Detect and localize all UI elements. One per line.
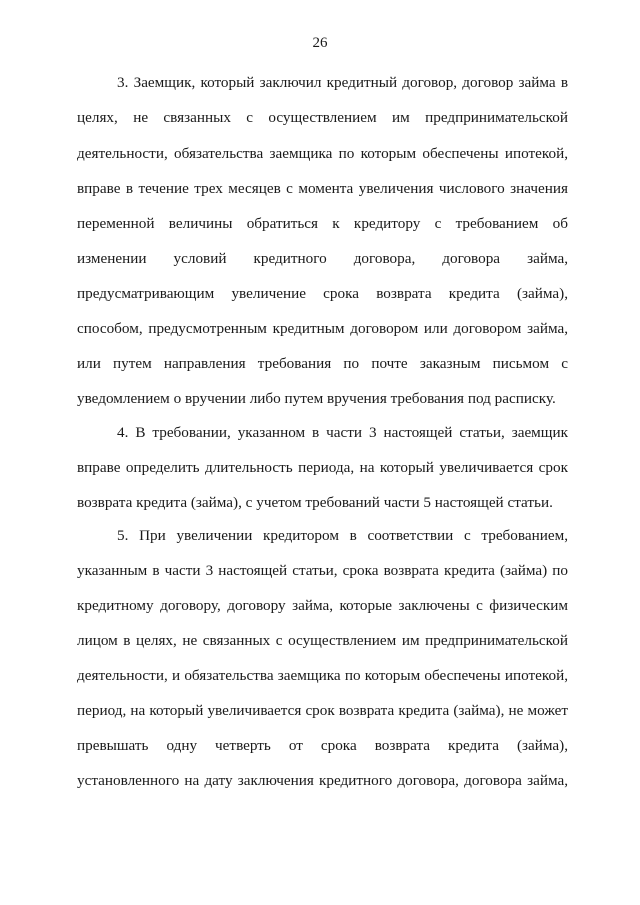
paragraph-3-line-8: способом, предусмотренным кредитным договором или договором займа, — [77, 320, 568, 337]
page-number: 26 — [312, 35, 328, 51]
paragraph-5-line-5: деятельности, и обязательства заемщика по которым обеспечены ипотекой, — [77, 667, 568, 684]
paragraph-3-line-6: изменении условий кредитного договора, договора займа, — [77, 250, 568, 267]
paragraph-3-line-1: 3. Заемщик, который заключил кредитный договор, договор займа в — [117, 74, 568, 91]
paragraph-3-line-5: переменной величины обратиться к кредитору с требованием об — [77, 215, 568, 232]
paragraph-5-line-7: превышать одну четверть от срока возврата кредита (займа), — [77, 737, 568, 754]
paragraph-4-line-1: 4. В требовании, указанном в части 3 настоящей статьи, заемщик — [117, 424, 568, 441]
paragraph-3-line-3: деятельности, обязательства заемщика по которым обеспечены ипотекой, — [77, 145, 568, 162]
paragraph-5-line-6: период, на который увеличивается срок возврата кредита (займа), не может — [77, 702, 568, 719]
paragraph-5-line-1: 5. При увеличении кредитором в соответствии с требованием, — [117, 527, 568, 544]
paragraph-3-line-4: вправе в течение трех месяцев с момента увеличения числового значения — [77, 180, 568, 197]
paragraph-5-line-8: установленного на дату заключения кредитного договора, договора займа, — [77, 772, 568, 789]
paragraph-3-line-2: целях, не связанных с осуществлением им предпринимательской — [77, 109, 568, 126]
paragraph-5-line-2: указанным в части 3 настоящей статьи, срока возврата кредита (займа) по — [77, 562, 568, 579]
paragraph-3-line-7: предусматривающим увеличение срока возврата кредита (займа), — [77, 285, 568, 302]
paragraph-5-line-3: кредитному договору, договору займа, которые заключены с физическим — [77, 597, 568, 614]
paragraph-4-line-3: возврата кредита (займа), с учетом требований части 5 настоящей статьи. — [77, 494, 553, 511]
paragraph-5-line-4: лицом в целях, не связанных с осуществлением им предпринимательской — [77, 632, 568, 649]
paragraph-4-line-2: вправе определить длительность периода, на который увеличивается срок — [77, 459, 568, 476]
paragraph-3-line-9: или путем направления требования по почте заказным письмом с — [77, 355, 568, 372]
paragraph-3-line-10: уведомлением о вручении либо путем вручения требования под расписку. — [77, 390, 556, 407]
